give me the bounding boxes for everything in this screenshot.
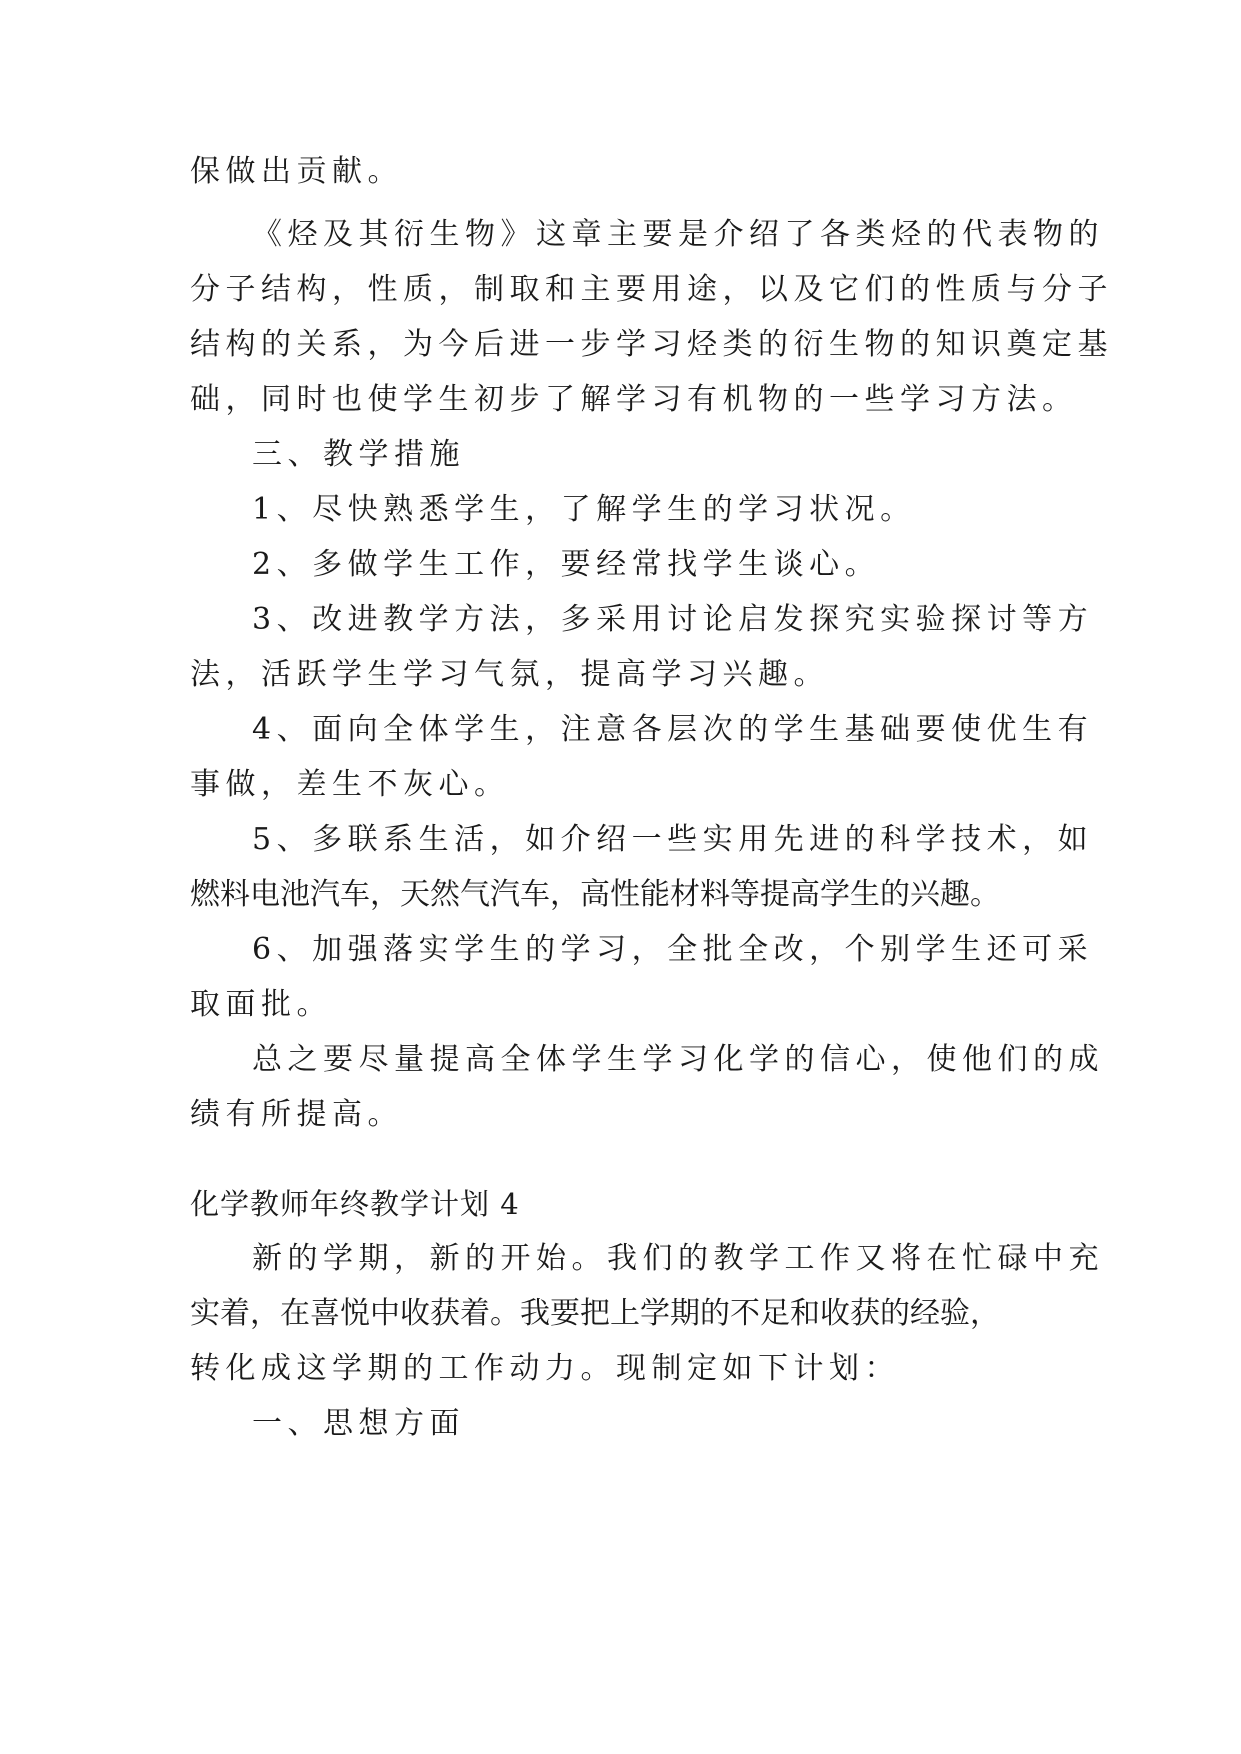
document-heading: 化学教师年终教学计划 4: [190, 1187, 520, 1221]
paragraph-line: 础，同时也使学生初步了解学习有机物的一些学习方法。: [190, 382, 1078, 417]
list-item: 6、加强落实学生的学习，全批全改，个别学生还可采: [252, 932, 1094, 967]
section-heading: 一、思想方面: [252, 1406, 465, 1441]
list-item: 3、改进教学方法，多采用讨论启发探究实验探讨等方: [252, 602, 1094, 637]
paragraph-line: 新的学期，新的开始。我们的教学工作又将在忙碌中充: [252, 1241, 1104, 1276]
list-item: 5、多联系生活，如介绍一些实用先进的科学技术，如: [252, 822, 1094, 857]
paragraph-line: 保做出贡献。: [190, 154, 403, 189]
paragraph-line: 总之要尽量提高全体学生学习化学的信心，使他们的成: [252, 1042, 1104, 1077]
list-item: 1、尽快熟悉学生，了解学生的学习状况。: [252, 492, 916, 527]
section-heading: 三、教学措施: [252, 437, 465, 472]
paragraph-line: 《烃及其衍生物》这章主要是介绍了各类烃的代表物的: [252, 217, 1104, 252]
paragraph-line: 分子结构，性质，制取和主要用途，以及它们的性质与分子: [190, 272, 1113, 307]
list-item-continuation: 法，活跃学生学习气氛，提高学习兴趣。: [190, 657, 829, 692]
list-item-continuation: 事做，差生不灰心。: [190, 767, 510, 802]
list-item-continuation: 取面批。: [190, 987, 332, 1022]
list-item: 2、多做学生工作，要经常找学生谈心。: [252, 547, 881, 582]
paragraph-line: 结构的关系，为今后进一步学习烃类的衍生物的知识奠定基: [190, 327, 1113, 362]
list-item-continuation: 燃料电池汽车，天然气汽车，高性能材料等提高学生的兴趣。: [190, 877, 1000, 912]
paragraph-line: 转化成这学期的工作动力。现制定如下计划：: [190, 1351, 900, 1386]
paragraph-line: 实着，在喜悦中收获着。我要把上学期的不足和收获的经验，: [190, 1296, 1000, 1331]
list-item: 4、面向全体学生，注意各层次的学生基础要使优生有: [252, 712, 1094, 747]
paragraph-line: 绩有所提高。: [190, 1097, 403, 1132]
